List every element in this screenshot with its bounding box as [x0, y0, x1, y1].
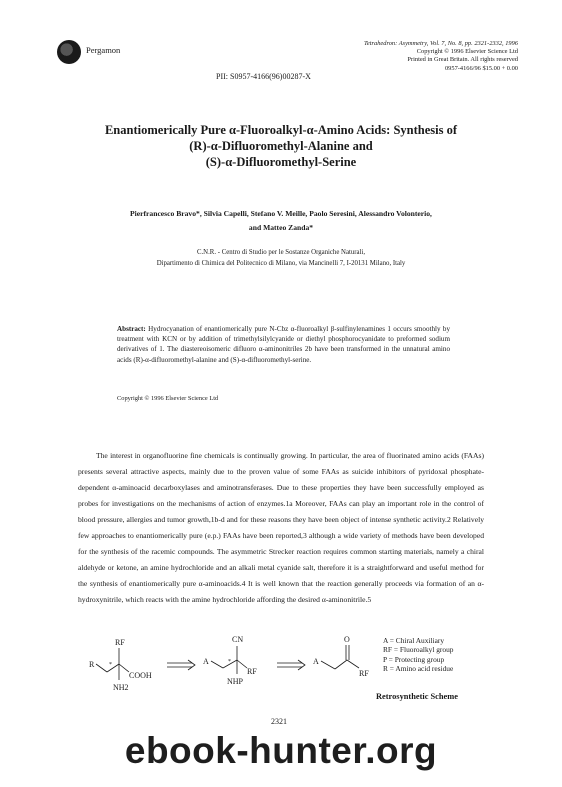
title-line: (R)-α-Difluoromethyl-Alanine and: [189, 139, 373, 153]
publisher-name: Pergamon: [86, 45, 121, 55]
legend-item: RF = Fluoroalkyl group: [383, 645, 454, 655]
bond: [321, 661, 335, 669]
retro-arrow-head: [188, 660, 195, 670]
retro-arrow-head: [298, 660, 305, 670]
stereo-star: *: [228, 659, 231, 665]
bond: [335, 660, 347, 669]
journal-citation: [278, 40, 518, 73]
scheme-label-a: A: [203, 657, 209, 666]
watermark: ebook-hunter.org: [124, 730, 438, 771]
bond: [119, 664, 129, 672]
scheme-label-a: A: [313, 657, 319, 666]
journal-line: Printed in Great Britain. All rights reserved: [407, 56, 518, 64]
pergamon-logo: [57, 40, 81, 64]
legend-item: R = Amino acid residue: [383, 664, 454, 674]
bond: [96, 664, 107, 672]
title-line: (S)-α-Difluoromethyl-Serine: [205, 155, 357, 169]
scheme-label-r: R: [89, 660, 95, 669]
bond: [347, 660, 359, 668]
bond: [211, 661, 223, 668]
journal-line: Tetrahedron: Asymmetry, Vol. 7, No. 8, pp. 2321-2332, 1996: [363, 40, 518, 47]
scheme-label-cooh: COOH: [129, 671, 152, 680]
pii-identifier: PII: S0957-4166(96)00287-X: [216, 72, 311, 81]
legend-item: A = Chiral Auxiliary: [383, 636, 445, 645]
journal-line: 0957-4166/96 $15.00 + 0.00: [444, 64, 518, 72]
bond: [237, 660, 247, 668]
paper-title: [60, 122, 502, 170]
scheme-label-o: O: [344, 635, 350, 644]
affiliation-line: Dipartimento di Chimica del Politecnico di Milano, via Mancinelli 7, I-20131 Milano, Italy: [156, 260, 406, 267]
abstract-text: Hydrocyanation of enantiomerically pure N-Cbz α-fluoroalkyl β-sulfinylenamines 1 occurs smoothly by treatment with KCN or by addition of trimethylsilylcyanide or diethyl phosphorocyanidate to preformed sodium derivatives of 1. The diastereoisomeric difluoro α-aminonitriles 2b have been transformed in the unnatural amino acids (R)-α-difluoromethyl-alanine and (S)-α-difluoromethyl-serine.: [117, 325, 451, 364]
title-line: Enantiomerically Pure α-Fluoroalkyl-α-Amino Acids: Synthesis of: [104, 123, 458, 137]
stereo-star: *: [109, 662, 112, 668]
abstract-label: Abstract:: [117, 325, 146, 333]
author-list: [60, 207, 502, 235]
body-paragraph: The interest in organofluorine fine chemicals is continually growing. In particular, the area of fluorinated amino acids (FAAs) presents several attractive aspects, mainly due to the proven value of some FAAs as suicide inhibitors of pyridoxal phosphate-dependent α-aminoacid decarboxylases and aminotransferases. Due to these properties they have been successfully employed as probes for investigations on the mechanisms of action of enzymes.1a Moreover, FAAs can play an important role in the control of blood pressure, allergies and tumor growth,1b-d and for these reasons they have been object of intense synthetic activity.2 Relatively few approaches to enantiomerically pure (e.p.) FAAs have been reported,3 although a wide variety of methods have been developed for the synthesis of the racemic compounds. The asymmetric Strecker reaction requires common starting materials, namely a chiral aldehyde or ketone, an amine hydrochloride and an alkali metal cyanide salt, therefore it is a straightforward and useful method for the synthesis of enantiomerically pure α-aminoacids.4 It is well known that the reaction generally proceeds via formation of an α-hydroxynitrile, which reacts with the amine hydrochloride affording the desired α-aminonitrile.5: [78, 451, 484, 604]
authors-line: and Matteo Zanda*: [248, 223, 314, 232]
affiliation: [60, 247, 502, 269]
scheme-legend: [383, 636, 453, 674]
affiliation-line: C.N.R. - Centro di Studio per le Sostanze Organiche Naturali,: [196, 249, 366, 256]
abstract: [117, 324, 450, 365]
scheme-label-rf: RF: [115, 638, 125, 647]
authors-line: Pierfrancesco Bravo*, Silvia Capelli, Stefano V. Meille, Paolo Seresini, Alessandro Volonterio,: [130, 209, 432, 218]
scheme-label-rf: RF: [359, 669, 369, 678]
journal-line: Copyright © 1996 Elsevier Science Ltd: [416, 48, 518, 56]
scheme-label-cn: CN: [232, 635, 244, 644]
page-number: 2321: [271, 717, 287, 726]
scheme-label-rf: RF: [247, 667, 257, 676]
scheme-label-nhp: NHP: [227, 677, 244, 686]
scheme-label-nh2: NH2: [113, 683, 129, 692]
body-text: [78, 448, 484, 608]
scheme-caption: Retrosynthetic Scheme: [376, 692, 458, 701]
abstract-copyright: Copyright © 1996 Elsevier Science Ltd: [117, 395, 219, 402]
legend-item: P = Protecting group: [383, 654, 445, 664]
